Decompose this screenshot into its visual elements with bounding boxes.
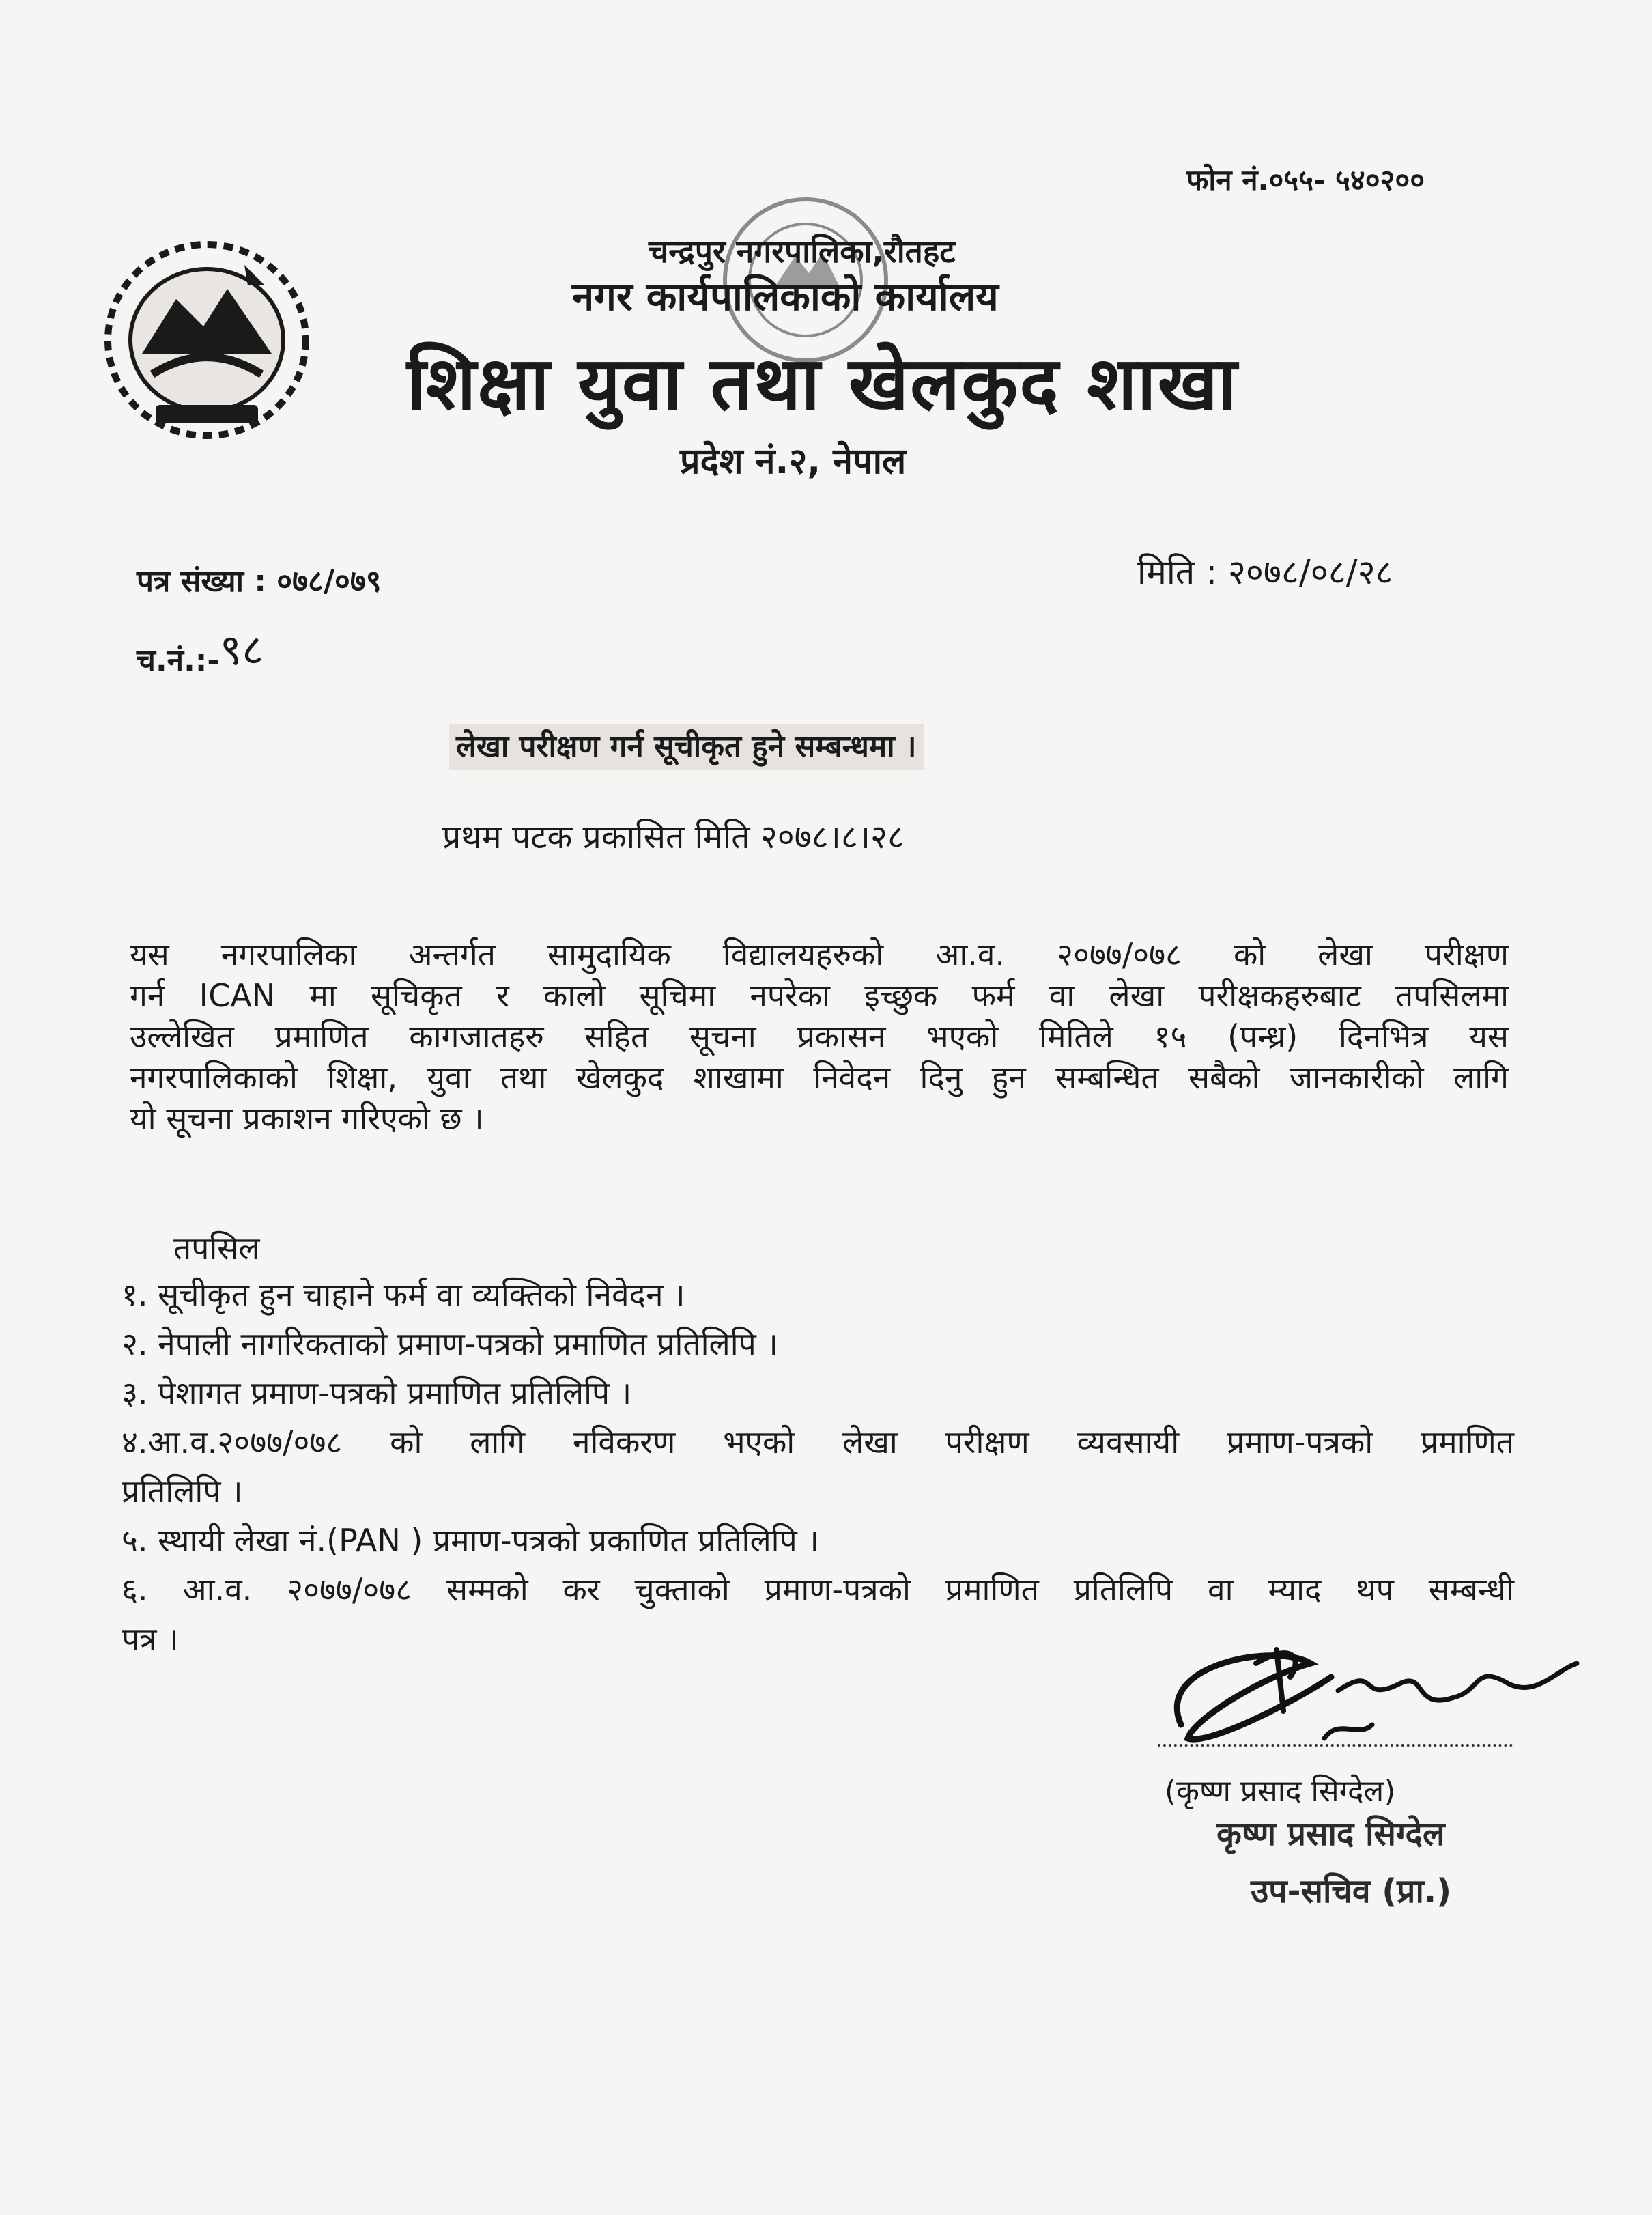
list-item: १. सूचीकृत हुन चाहाने फर्म वा व्यक्तिको निवेदन । [122,1276,685,1313]
signature-dotted-line [1158,1744,1513,1747]
body-line: उल्लेखित प्रमाणित कागजातहरु सहित सूचना प्रकासन भएको मितिले १५ (पन्ध्र) दिनभित्र यस [130,1018,1509,1055]
municipality-name: चन्द्रपुर नगरपालिका,रौतहट [649,233,956,270]
list-item: ३. पेशागत प्रमाण-पत्रको प्रमाणित प्रतिलिपि । [122,1374,632,1411]
first-published-date: प्रथम पटक प्रकासित मिति २०७८।८।२८ [442,818,905,856]
signatory-stamp-name: कृष्ण प्रसाद सिग्देल [1216,1815,1445,1853]
signatory-name: (कृष्ण प्रसाद सिग्देल) [1165,1774,1396,1809]
subject-line: लेखा परीक्षण गर्न सूचीकृत हुने सम्बन्धमा । [449,724,924,770]
dispatch-number-handwritten: ९८ [220,625,264,675]
list-item: पत्र । [122,1620,179,1657]
requirements-list [122,1274,1514,1667]
list-item: प्रतिलिपि । [122,1473,243,1510]
government-emblem-icon [101,238,313,442]
list-item: २. नेपाली नागरिकताको प्रमाण-पत्रको प्रमाणित प्रतिलिपि । [122,1325,778,1362]
dispatch-number-label: च.नं.:- [137,643,220,678]
details-heading: तपसिल [173,1230,260,1267]
letter-reference-number: पत्र संख्या : ०७८/०७९ [137,564,382,599]
body-line: गर्न ICAN मा सूचिकृत र कालो सूचिमा नपरेका इच्छुक फर्म वा लेखा परीक्षकहरुबाट तपसिलमा [130,977,1509,1014]
province-name: प्रदेश नं.२, नेपाल [680,441,907,482]
branch-title: शिक्षा युवा तथा खेलकुद शाखा [407,341,1239,427]
office-name: नगर कार्यपालिकाको कार्यालय [572,273,999,320]
body-line: नगरपालिकाको शिक्षा, युवा तथा खेलकुद शाखामा निवेदन दिनु हुन सम्बन्धित सबैको जानकारीको लागि [130,1059,1509,1096]
signatory-title: उप-सचिव (प्रा.) [1251,1872,1452,1910]
notice-body [130,934,1509,1139]
letter-date: मिति : २०७८/०८/२८ [1137,552,1393,592]
list-item: ६. आ.व. २०७७/०७८ सम्मको कर चुक्ताको प्रमाण-पत्रको प्रमाणित प्रतिलिपि वा म्याद थप सम्बन्धी [122,1571,1514,1608]
body-line: यस नगरपालिका अन्तर्गत सामुदायिक विद्यालयहरुको आ.व. २०७७/०७८ को लेखा परीक्षण [130,936,1509,973]
body-line: यो सूचना प्रकाशन गरिएको छ । [130,1100,484,1137]
list-item: ५. स्थायी लेखा नं.(PAN ) प्रमाण-पत्रको प्रकाणित प्रतिलिपि । [122,1522,819,1559]
list-item: ४.आ.व.२०७७/०७८ को लागि नविकरण भएको लेखा परीक्षण व्यवसायी प्रमाण-पत्रको प्रमाणित [122,1424,1514,1461]
phone-number: फोन नं.०५५- ५४०२०० [1186,163,1425,197]
